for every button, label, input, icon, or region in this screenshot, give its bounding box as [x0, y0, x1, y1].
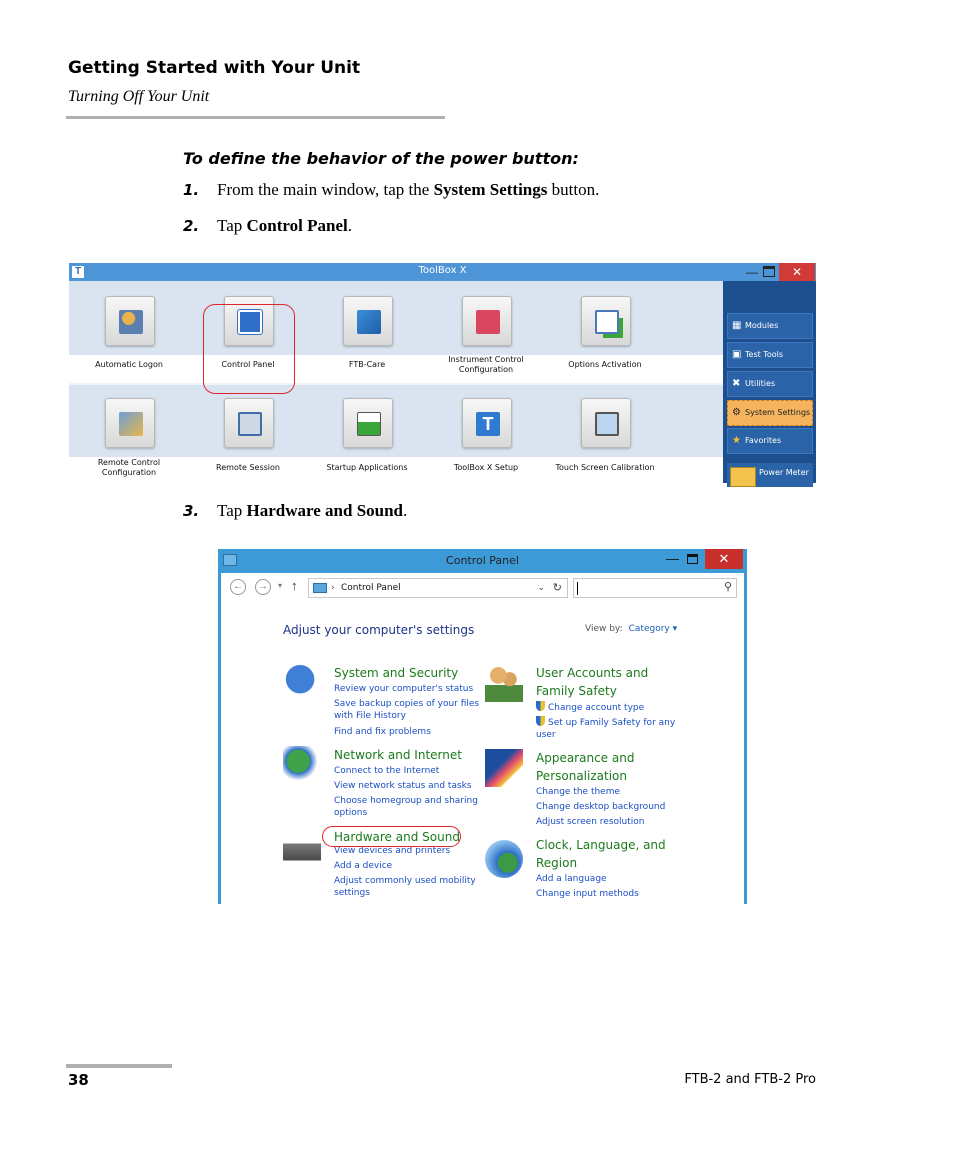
ftb-care-icon — [343, 296, 393, 346]
toolbox-logo-icon: T — [72, 266, 84, 278]
step-text: Tap — [217, 216, 247, 235]
tile-label: Automatic Logon — [95, 360, 163, 369]
step-1-text — [217, 180, 599, 200]
forward-arrow-icon[interactable]: → — [255, 579, 271, 595]
step-number: 1. — [183, 181, 200, 199]
procedure-title: To define the behavior of the power button: — [183, 149, 579, 168]
category-title[interactable]: System and Security — [334, 666, 459, 680]
step-text: . — [347, 216, 352, 235]
printer-icon — [283, 832, 321, 870]
view-by — [585, 624, 677, 634]
category-link[interactable] — [536, 716, 686, 741]
utilities-icon: ✖ — [732, 378, 741, 389]
category-link[interactable]: Review your computer's status — [334, 684, 474, 694]
step-text: Tap — [217, 501, 247, 520]
highlight-hardware-sound — [322, 826, 461, 847]
chevron-down-icon[interactable]: ⌄ — [537, 583, 545, 593]
refresh-icon[interactable]: ↻ — [552, 581, 562, 594]
category-title[interactable]: Network and Internet — [334, 748, 462, 762]
text-cursor — [577, 582, 578, 595]
step-3 — [183, 502, 199, 521]
tile-label: FTB-Care — [348, 360, 386, 369]
toolbox-window-title: ToolBox X — [418, 265, 467, 276]
sidebar-item-system-settings[interactable] — [727, 400, 813, 426]
category-link[interactable]: View devices and printers — [334, 846, 451, 856]
header-rule — [66, 116, 445, 119]
modules-icon: ▦ — [732, 320, 742, 331]
category-link[interactable]: Connect to the Internet — [334, 766, 440, 776]
clock-globe-icon — [485, 840, 523, 878]
category-link[interactable]: Change input methods — [536, 889, 639, 899]
view-by-label: View by: — [585, 624, 623, 634]
footer-rule — [66, 1064, 172, 1068]
category-title[interactable]: User Accounts and Family Safety — [536, 666, 649, 698]
close-icon[interactable]: ✕ — [779, 263, 815, 281]
view-by-dropdown[interactable]: Category ▾ — [628, 624, 678, 634]
star-icon: ★ — [732, 435, 741, 446]
users-icon — [105, 296, 155, 346]
step-2 — [183, 217, 199, 236]
touch-screen-icon — [581, 398, 631, 448]
cp-title-bar — [218, 549, 747, 573]
page-number: 38 — [68, 1071, 89, 1089]
step-text: From the main window, tap the — [217, 180, 434, 199]
view-by-value: Category — [628, 624, 670, 634]
sidebar-label: Modules — [745, 321, 779, 330]
sidebar-item-favorites[interactable] — [727, 428, 813, 454]
category-link[interactable]: Change desktop background — [536, 802, 666, 812]
step-2-text — [217, 216, 352, 236]
address-text: Control Panel — [341, 583, 401, 593]
category-link[interactable]: Add a device — [334, 861, 393, 871]
users-icon — [485, 664, 523, 702]
product-name: FTB-2 and FTB-2 Pro — [684, 1072, 816, 1087]
uac-shield-icon — [536, 716, 545, 726]
sidebar-item-modules[interactable] — [727, 313, 813, 339]
tile-label: Options Activation — [568, 360, 642, 369]
step-1 — [183, 181, 199, 200]
sidebar-label: Favorites — [745, 436, 782, 445]
power-meter-icon — [730, 467, 756, 487]
sidebar-label: System Settings — [745, 408, 811, 417]
control-panel-folder-icon — [313, 583, 327, 593]
tile-label: Control Panel — [221, 360, 275, 369]
category-link[interactable]: Change the theme — [536, 787, 621, 797]
remote-control-icon — [105, 398, 155, 448]
category-link[interactable]: Adjust commonly used mobility settings — [334, 876, 476, 898]
sidebar-item-utilities[interactable] — [727, 371, 813, 397]
section-title: Turning Off Your Unit — [68, 88, 210, 105]
maximize-icon[interactable] — [763, 266, 775, 277]
close-icon[interactable]: ✕ — [705, 549, 743, 569]
tile-label: Remote Session — [216, 463, 280, 472]
step-bold-term: Hardware and Sound — [246, 501, 404, 520]
highlight-control-panel — [203, 304, 295, 394]
sidebar-label: Utilities — [745, 379, 776, 388]
breadcrumb-chevron-icon: › — [331, 583, 335, 593]
step-3-text — [217, 501, 407, 521]
step-text: . — [403, 501, 408, 520]
tile-label: Startup Applications — [326, 463, 408, 472]
address-bar[interactable] — [308, 578, 568, 598]
search-input[interactable] — [573, 578, 737, 598]
monitor-paint-icon — [485, 749, 523, 787]
sidebar-label: Test Tools — [745, 350, 784, 359]
tile-label: Touch Screen Calibration — [555, 463, 655, 472]
history-dropdown-icon[interactable]: ▾ — [278, 581, 283, 590]
gear-icon: ⚙ — [732, 407, 741, 418]
category-title[interactable]: Clock, Language, and Region — [536, 838, 666, 870]
category-link[interactable]: Choose homegroup and sharing options — [334, 796, 478, 818]
step-text: button. — [547, 180, 600, 199]
category-link[interactable]: Save backup copies of your files with File History — [334, 699, 480, 721]
category-link[interactable]: Find and fix problems — [334, 727, 431, 737]
minimize-icon[interactable]: — — [746, 265, 758, 279]
network-globe-icon — [283, 746, 321, 784]
toolbox-letter-glyph: T — [476, 412, 500, 436]
toolbox-setup-icon — [462, 398, 512, 448]
toolbox-main-area — [69, 281, 723, 483]
cp-window-title: Control Panel — [446, 554, 519, 567]
category-link[interactable]: Adjust screen resolution — [536, 817, 645, 827]
uac-shield-icon — [536, 701, 545, 711]
tile-label: ToolBox X Setup — [453, 463, 519, 472]
up-arrow-icon[interactable]: ↑ — [291, 578, 298, 593]
instrument-control-icon — [462, 296, 512, 346]
step-bold-term: System Settings — [433, 180, 548, 199]
toolbox-sidebar — [723, 281, 816, 497]
minimize-icon[interactable]: — — [666, 551, 679, 566]
chapter-title: Getting Started with Your Unit — [68, 58, 361, 78]
category-link-text: Change account type — [548, 703, 645, 713]
category-title[interactable]: Appearance and Personalization — [536, 751, 635, 783]
step-bold-term: Control Panel — [246, 216, 348, 235]
shield-icon — [283, 664, 321, 702]
category-link[interactable]: Add a language — [536, 874, 607, 884]
cp-navigation-bar — [221, 573, 744, 603]
sidebar-label: Power Meter - — [759, 468, 809, 497]
step-number: 3. — [183, 502, 200, 520]
sidebar-item-power-meter[interactable] — [727, 463, 813, 497]
category-link[interactable] — [536, 701, 686, 714]
category-title[interactable]: Hardware and Sound — [334, 830, 460, 844]
category-link-text: Set up Family Safety for any user — [536, 718, 676, 740]
step-number: 2. — [183, 217, 200, 235]
options-activation-icon — [581, 296, 631, 346]
tile-label: Instrument Control Configuration — [448, 355, 524, 374]
remote-session-icon — [224, 398, 274, 448]
toolbox-screenshot — [69, 263, 816, 497]
tile-label: Remote Control Configuration — [97, 458, 161, 477]
startup-applications-icon — [343, 398, 393, 448]
search-icon[interactable]: ⚲ — [723, 581, 732, 593]
control-panel-screenshot — [218, 549, 747, 904]
test-tools-icon: ▣ — [732, 349, 742, 360]
toolbox-title-bar — [69, 263, 816, 281]
cp-heading: Adjust your computer's settings — [283, 623, 475, 637]
category-link[interactable]: View network status and tasks — [334, 781, 472, 791]
back-arrow-icon[interactable]: ← — [230, 579, 246, 595]
sidebar-item-test-tools[interactable] — [727, 342, 813, 368]
maximize-icon[interactable] — [687, 554, 698, 564]
